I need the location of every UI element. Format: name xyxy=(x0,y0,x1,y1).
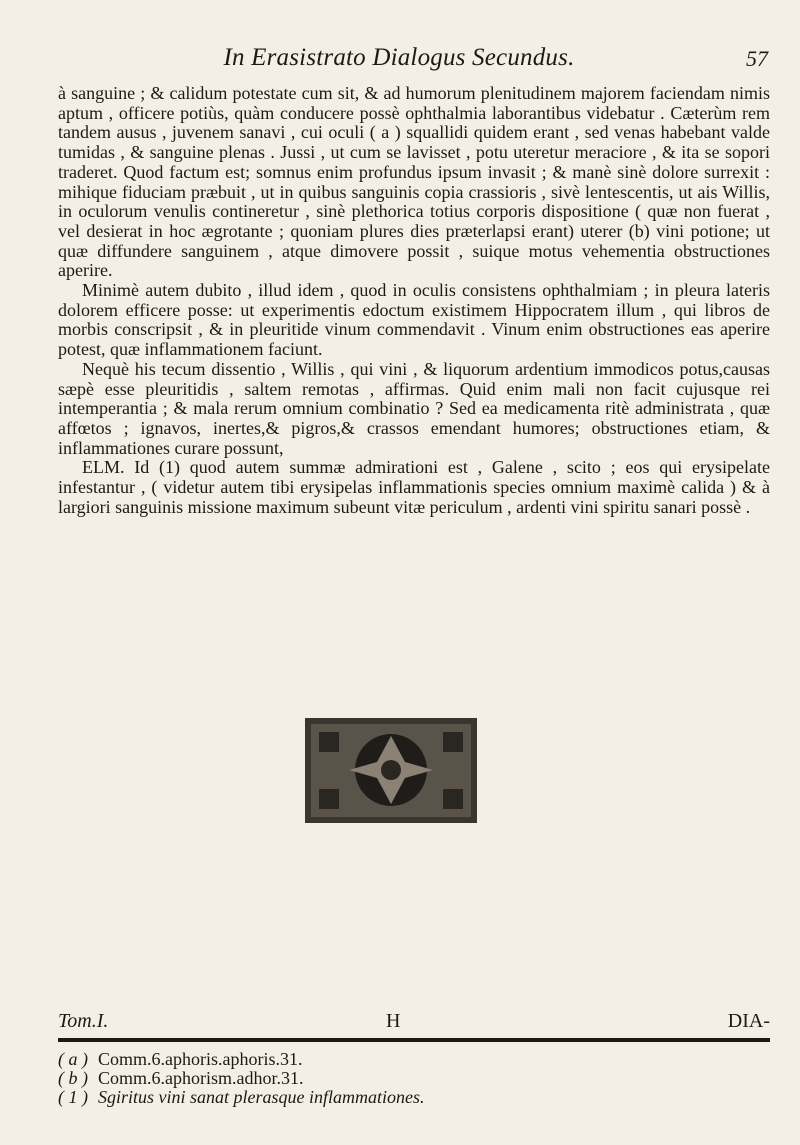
volume-mark: Tom.I. xyxy=(58,1010,109,1032)
printers-ornament xyxy=(305,718,477,823)
footnote-text: Comm.6.aphorism.adhor.31. xyxy=(98,1068,304,1088)
footnote-text: Comm.6.aphoris.aphoris.31. xyxy=(98,1049,303,1069)
paragraph-4: ELM. Id (1) quod autem summæ admirationi est , Galene , scito ; eos qui erysipelate infestantur , ( videtur autem tibi erysipelas inflammationis species omnium maximè calida ) & à largiori sanguinis missione maximum subeunt vitæ periculum , ardenti vini spiritu sanari possè . xyxy=(58,457,770,517)
footnote-label: ( 1 ) xyxy=(58,1087,88,1107)
paragraph-3: Nequè his tecum dissentio , Willis , qui vini , & liquorum ardentium immodicos potus,causas sæpè esse pleuritidis , saltem remotas , affirmas. Quid enim mali non facit cujusque rei intemperantia ; & mala rerum omnium combinatio ? Sed ea medicamenta ritè administrata , quæ affœtos ; ignavos, inertes,& pigros,& crassos emendant humores; obstructiones etiam, & inflammationes curare possunt, xyxy=(58,358,770,458)
paragraph-1: à sanguine ; & calidum potestate cum sit, & ad humorum plenitudinem majorem faciendam nimis aptum , officere potiùs, quàm conducere possè ophthalmia laborantibus videbatur . Cæterùm rem tandem ausus , juvenem sanavi , cui oculi ( a ) squallidi quidem erant , sed venas habebant valde tumidas , & sanguine plenas . Jussi , ut cum se lavisset , potu uteretur meraciore , & ita se sopori traderet. Quod factum est; somnus enim profundus ipsum invasit ; & manè sinè dolore surrexit : mihique fiduciam præbuit , ut in quibus sanguinis copia crassioris , sivè lentescentis, ut ais Willis, in oculorum venulis contineretur , sinè plethorica totius corporis dispositione ( quæ non fuerat , vel desierat in hoc ægrotante ; quoniam plures dies præterlapsi erant) uterer (b) vini potione; ut quæ diffundere sanguinem , atque dimovere possit , suique motus vehementia obstructiones aperire. xyxy=(58,83,770,281)
main-text xyxy=(58,84,770,517)
page-number: 57 xyxy=(746,46,768,71)
page-footer xyxy=(58,1010,770,1107)
signature-mark: H xyxy=(386,1010,401,1032)
footnote-label: ( b ) xyxy=(58,1068,88,1088)
running-title: In Erasistrato Dialogus Secundus. xyxy=(223,44,575,71)
footnote-rule xyxy=(58,1038,770,1042)
running-header xyxy=(30,44,768,78)
paragraph-2: Minimè autem dubito , illud idem , quod in oculis consistens ophthalmiam ; in pleura lateris dolorem efficere posse: ut experimentis edoctum existimem Hippocratem illum , qui libros de morbis conscripsit , & in pleuritide vinum commendavit . Vinum enim obstructiones eas aperire potest, quæ inflammationem faciunt. xyxy=(58,280,770,360)
footnotes xyxy=(58,1050,770,1107)
signature-line xyxy=(58,1010,770,1034)
footnote-1 xyxy=(58,1088,770,1107)
catchword: DIA- xyxy=(727,1010,770,1032)
footnote-a xyxy=(58,1050,770,1069)
footnote-text: Sgiritus vini sanat plerasque inflammationes. xyxy=(98,1087,425,1107)
footnote-label: ( a ) xyxy=(58,1049,88,1069)
footnote-b xyxy=(58,1069,770,1088)
